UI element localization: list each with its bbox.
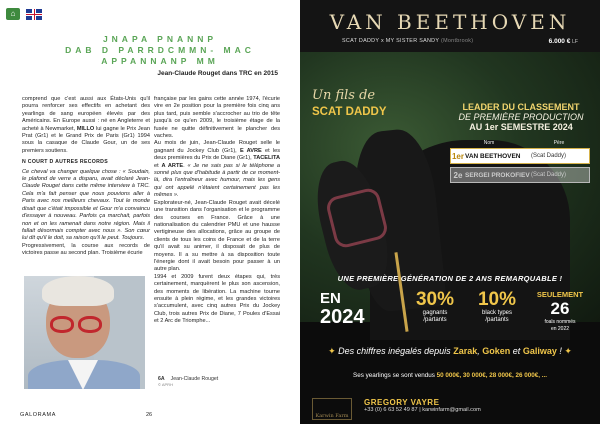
paragraph: 1994 et 2009 furent deux étapes qui, très certainement, marquèrent le plus son ascension, des moments de libération. La machine tourne ensuite à plein régime, et les grandes victoires s'accumulent, avec cinq autres Prix du Jockey Club, trois autres Prix de Diane, 7 Poules d'Essai et 2 Arc de Triomphe... xyxy=(154,273,280,325)
figures-line: ✦ Des chiffres inégalés depuis Zarak, Goken et Galiway ! ✦ xyxy=(328,346,572,356)
contact-details: +33 (0) 6 63 52 49 87 | karwinfarm@gmail.com xyxy=(364,407,481,413)
stat-winners: 30% gagnants /partants xyxy=(415,289,455,323)
uk-flag-icon[interactable] xyxy=(26,9,42,20)
paragraph: française par les gains cette année 1974, l'écurie vire en 2e position pour la première fois cinq ans plus tard, puis semble s'accrocher au trio de tête jusqu'à ce qu'en 2009, le troisième étage de la fusée ne quitte définitivement le plancher des vaches. xyxy=(154,96,280,140)
article-headline xyxy=(40,34,280,67)
headline-line: DAB D PARRDCMMN- MAC xyxy=(65,45,255,55)
stat-black-types: 10% black types /partants xyxy=(477,289,517,323)
leader-banner xyxy=(450,102,592,132)
headline-line: JNAPA PNANNP xyxy=(102,34,218,44)
ranking-row: 2e SERGEI PROKOFIEV (Scat Daddy) xyxy=(450,167,590,183)
viewer-toolbar xyxy=(6,8,42,20)
leader-line: DE PREMIÈRE PRODUCTION xyxy=(458,112,584,122)
ranking-header: Nom Père xyxy=(483,140,565,146)
stat-foals: SEULEMENT 26 foals nommés en 2022 xyxy=(536,290,584,332)
contact-name: GREGORY VAYRE xyxy=(364,398,440,407)
generation-headline: UNE PREMIÈRE GÉNÉRATION DE 2 ANS REMARQUABLE ! xyxy=(337,274,563,283)
pedigree: SCAT DADDY x MY SISTER SANDY (Montbrook) xyxy=(342,38,474,44)
home-icon[interactable]: ⌂ xyxy=(6,8,20,20)
ranking-row: 1er VAN BEETHOVEN (Scat Daddy) xyxy=(450,148,590,164)
stud-fee: 6.000 € LF xyxy=(548,38,578,45)
sales-line: Ses yearlings se sont vendus 50 000€, 30 000€, 28 000€, 26 000€, ... xyxy=(353,372,547,379)
right-page-advert xyxy=(300,0,600,424)
farm-logo: Karwin Farm xyxy=(312,398,352,420)
page-number: 26 xyxy=(146,412,153,418)
stats-block xyxy=(300,290,600,346)
photo-caption: 6A Jean-Claude Rouget © APRH xyxy=(158,376,219,387)
headline-line: APPANNANP MM xyxy=(101,56,219,66)
portrait-photo xyxy=(24,276,145,389)
stats-year: 2024 xyxy=(320,306,365,328)
leader-line: LEADER DU CLASSEMENT xyxy=(462,102,580,112)
paragraph: Explorateur-né, Jean-Claude Rouget avait décelé une transition dans l'organisation et le programme des courses en France. Grâce à une nationalisation du calendrier PMU et une hausse vertigineuse des allocations, grâce au groupe de clients de tous les coins de France et de la terre qu'il avait su animer, il disposait de plus de moyens. Il a su mettre à sa disposition toute l'énergie dont il avait besoin pour passer à un autre plan. xyxy=(154,199,280,273)
star-icon: ✦ xyxy=(328,346,336,356)
leader-line: AU 1er SEMESTRE 2024 xyxy=(469,122,573,132)
article-column-2 xyxy=(154,96,280,326)
byline: Jean-Claude Rouget dans TRC en 2015 xyxy=(157,70,278,77)
paragraph: Progressivement, la course aux records de victoires passe au second plan. Troisième écurie xyxy=(22,242,150,257)
paragraph: comprend que c'est aussi aux États-Unis qu'il pourra renforcer ses effectifs en achetant des yearlings de sang européen élevés par des Américains. En Europe aussi : né en Angleterre et acheté à Newmarket, MILLO lui gagne le Prix Jean Prat (Gr1) et le Grand Prix de Paris (Gr1) 1994 sous la casaque de Claude Gour, un de ses premiers soutiens. xyxy=(22,96,150,154)
sire-tagline: SCAT DADDY xyxy=(312,106,387,118)
star-icon: ✦ xyxy=(564,346,572,356)
contact-block xyxy=(364,398,564,413)
article-subtitle: N COURT D AUTRES RECORDS xyxy=(22,159,108,166)
stallion-name: VAN BEETHOVEN xyxy=(329,10,571,34)
photo-credit: © APRH xyxy=(158,382,173,387)
article-column-1 xyxy=(22,96,150,258)
paragraph: Ce cheval va changer quelque chose : « Soudain, le plafond de verre a disparu, avait déclaré Jean-Claude Rouget dans cette même interview à TRC. Cela m'a fait penser que nous pouvions aller à Paris avec nos meilleurs chevaux. Tout le monde disait que c'était impossible et Gour m'a convaincu d'essayer à nouveau. Parfois ça marchait, parfois non et on les ramenait dans notre région. Mais il fallait désormais compter avec nous ». Son cœur lui dit qu'il le doit, sa raison qu'il le peut. Toujours. xyxy=(22,168,150,242)
stats-prefix: EN xyxy=(320,290,341,307)
script-tagline: Un fils de xyxy=(312,88,376,103)
paragraph: Au mois de juin, Jean-Claude Rouget selle le gagnant du Jockey Club (Gr1), E AVRE et les deux premières du Prix de Diane (Gr1), TACELITA et A ARTE. « Je ne sais pas si le téléphone a sonné plus que d'habitude à partir de ce moment-là, dira l'entraîneur avec humour, mais les gens qui ont appelé n'étaient certainement pas les mêmes ». xyxy=(154,140,281,199)
ranking-table xyxy=(450,140,590,186)
magazine-name: GALORAMA xyxy=(20,412,56,418)
